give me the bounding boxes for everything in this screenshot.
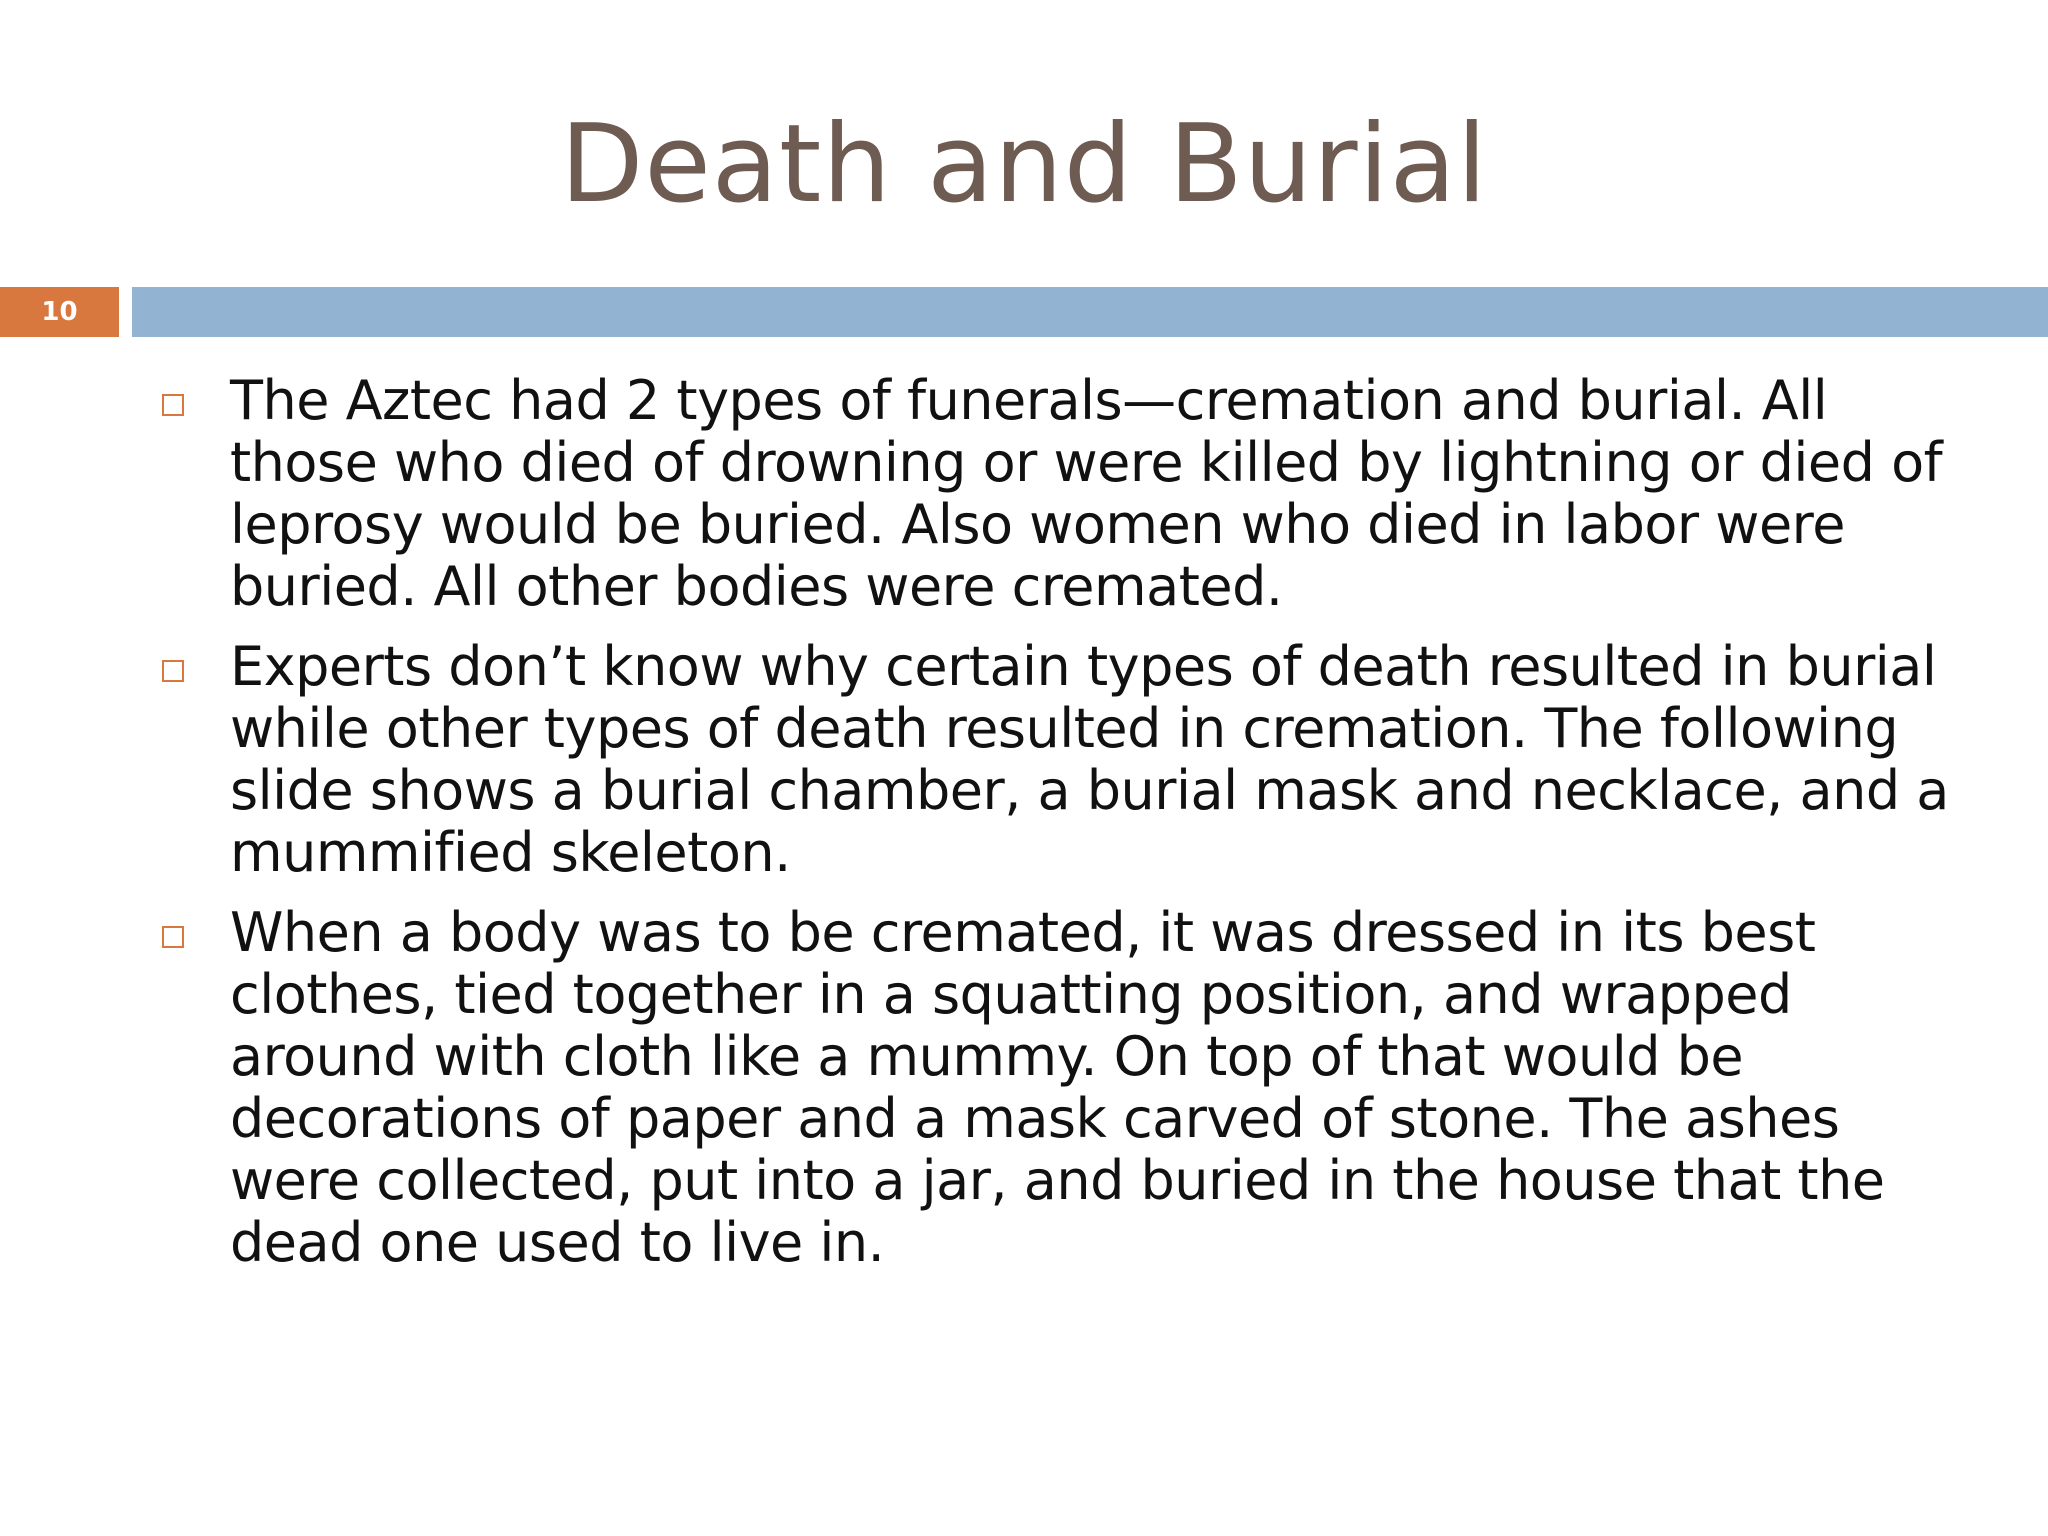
title-divider-bar: [132, 287, 2048, 337]
slide-number: 10: [0, 287, 119, 337]
hollow-square-icon: [162, 394, 184, 416]
bullet-item: [150, 636, 1970, 884]
hollow-square-icon: [162, 926, 184, 948]
bullet-item: [150, 370, 1970, 618]
bullet-list: [150, 370, 1970, 1292]
slide-title: Death and Burial: [560, 102, 1488, 227]
bullet-text: When a body was to be cremated, it was dressed in its best clothes, tied together in a squatting position, and wrapped around with cloth like a mummy. On top of that would be decorations of paper and a mask carved of stone. The ashes were collected, put into a jar, and buried in the house that the dead one used to live in.: [230, 901, 1885, 1274]
bullet-item: [150, 902, 1970, 1274]
bullet-text: The Aztec had 2 types of funerals—cremation and burial. All those who died of drowning or were killed by lightning or died of leprosy would be buried. Also women who died in labor were buried. All other bodies were cremated.: [230, 369, 1943, 618]
bullet-text: Experts don’t know why certain types of death resulted in burial while other types of death resulted in cremation. The following slide shows a burial chamber, a burial mask and necklace, and a mummified skeleton.: [230, 635, 1949, 884]
hollow-square-icon: [162, 660, 184, 682]
